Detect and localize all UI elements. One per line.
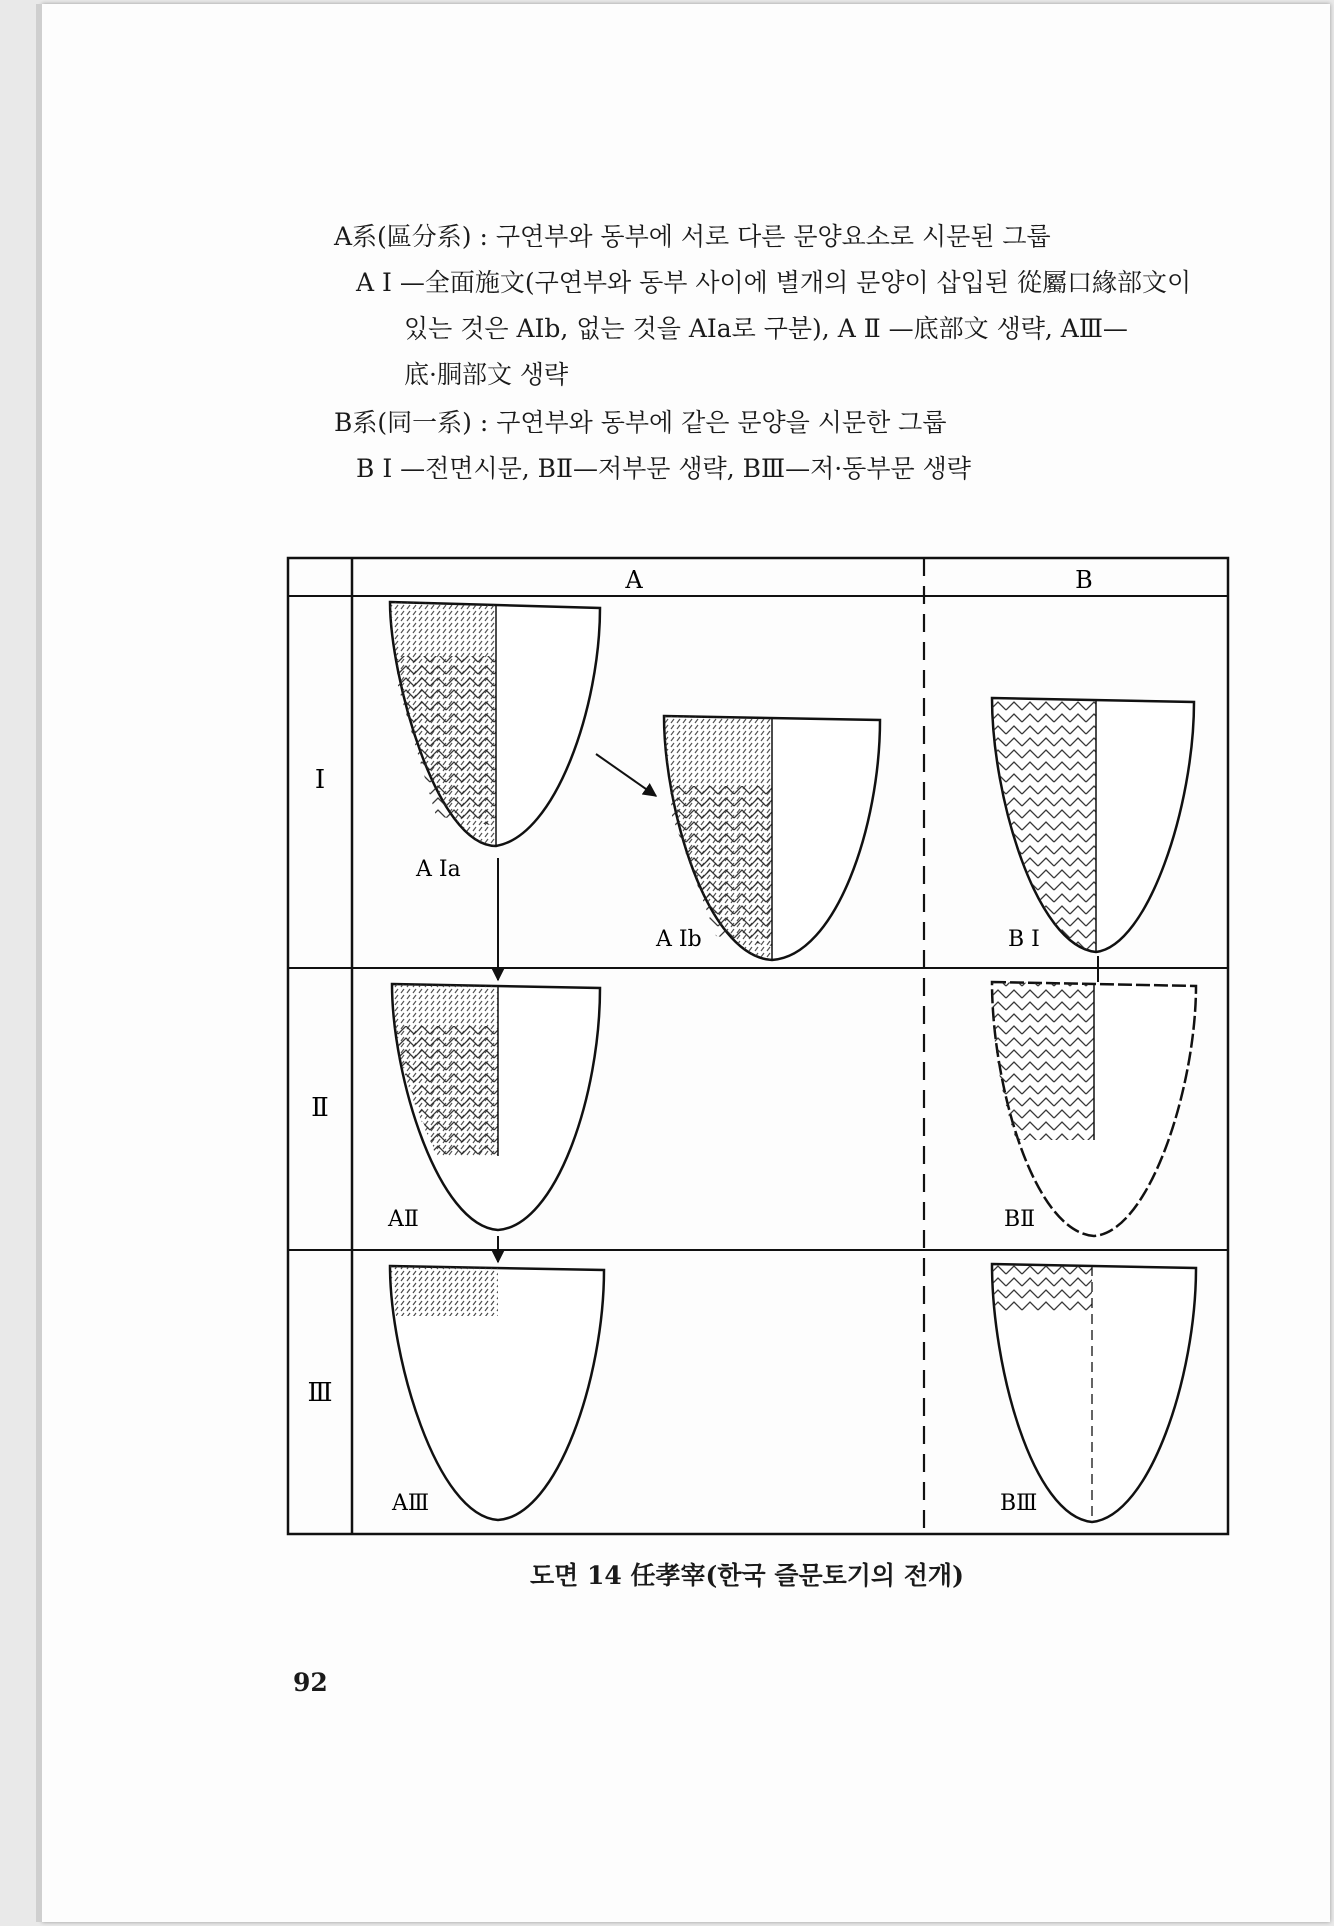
vessel-a3	[390, 1266, 604, 1520]
row-label-3: Ⅲ	[307, 1378, 333, 1408]
page-number: 92	[293, 1668, 328, 1697]
arrow-a1a-to-a1b	[596, 754, 656, 796]
text-line-b-series: B系(同一系) : 구연부와 동부에 같은 문양을 시문한 그룹	[334, 408, 947, 437]
vessel-label-a2: AⅡ	[388, 1207, 419, 1232]
vessel-b1	[992, 698, 1194, 952]
text-line-a3-cont: 底·胴部文 생략	[404, 360, 569, 389]
vessel-label-b1: B Ⅰ	[1008, 927, 1040, 952]
text-line-a1: A Ⅰ —全面施文(구연부와 동부 사이에 별개의 문양이 삽입된 從屬口緣部文이	[356, 268, 1192, 297]
vessel-a2	[392, 984, 600, 1230]
vessel-label-a1a: A Ⅰa	[416, 857, 461, 882]
vessel-a1a	[390, 602, 600, 846]
vessel-label-b2: BⅡ	[1004, 1207, 1036, 1232]
text-line-a1-cont: 있는 것은 AIb, 없는 것을 AIa로 구분), A Ⅱ —底部文 생략, AⅢ—	[404, 314, 1128, 343]
text-line-b-types: B Ⅰ —전면시문, BⅡ—저부문 생략, BⅢ—저·동부문 생략	[356, 454, 971, 483]
column-header-a: A	[625, 566, 643, 594]
row-label-1: Ⅰ	[314, 765, 326, 795]
text-line-a-series: A系(區分系) : 구연부와 동부에 서로 다른 문양요소로 시문된 그룹	[334, 222, 1051, 251]
vessel-label-a3: AⅢ	[392, 1491, 430, 1516]
column-header-b: B	[1075, 566, 1093, 594]
vessel-label-a1b: A Ⅰb	[656, 927, 702, 952]
row-label-2: Ⅱ	[311, 1093, 329, 1123]
vessel-b2	[992, 982, 1196, 1236]
pottery-typology-figure	[286, 556, 1230, 1536]
vessel-a1b	[664, 716, 880, 960]
vessel-b3	[992, 1264, 1196, 1522]
vessel-label-b3: BⅢ	[1000, 1491, 1038, 1516]
figure-caption: 도면 14 任孝宰(한국 즐문토기의 전개)	[530, 1561, 964, 1590]
